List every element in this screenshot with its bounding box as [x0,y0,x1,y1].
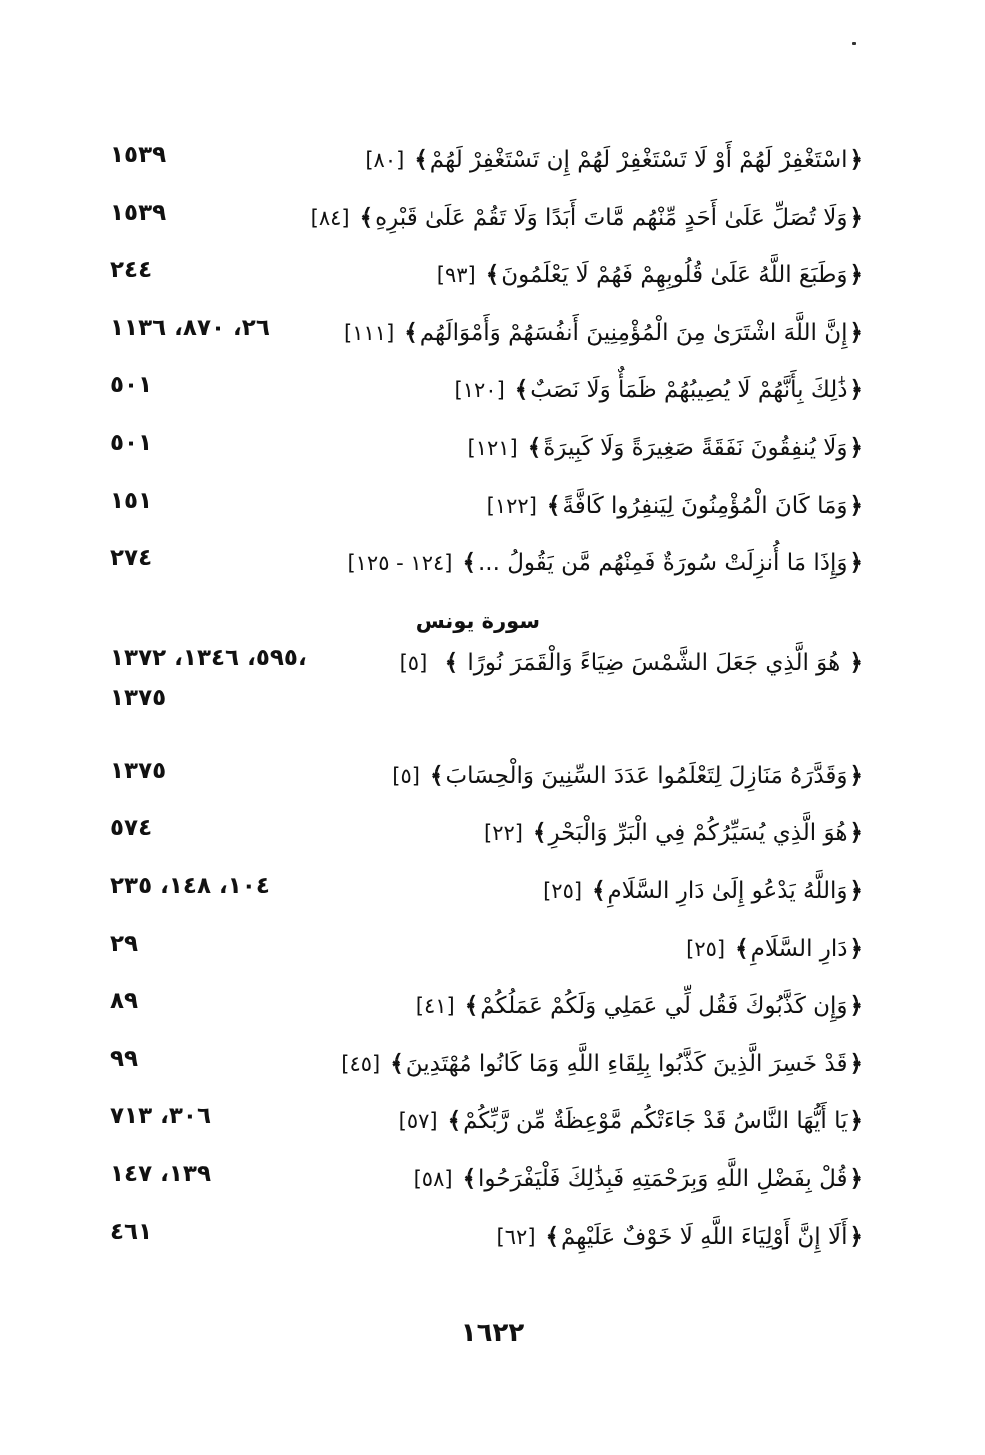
page-references: ٥٠١ [110,429,153,456]
verse-words: وَلَا تُصَلِّ عَلَىٰ أَحَدٍ مِّنْهُم مَّاتَ أَبَدًا وَلَا تَقُمْ عَلَىٰ قَبْرِهِ [375,204,848,231]
ornate-bracket-close: ﴾ [485,262,500,289]
verse-entry [0,988,985,1050]
ornate-bracket-close: ﴾ [462,550,476,577]
verse-entry [0,644,985,762]
verse-entry [0,1218,985,1281]
verse-entry [0,314,985,377]
ayah-number: [١١١] [344,320,395,345]
verse-entry [0,429,985,492]
verse-words: قَدْ خَسِرَ الَّذِينَ كَذَّبُوا بِلِقَاءِ اللَّهِ وَمَا كَانُوا مُهْتَدِينَ [405,1050,848,1077]
page-references: ٢٩ [110,930,139,957]
ornate-bracket-open: ﴿ [849,993,863,1020]
verse-entry [0,545,985,607]
ornate-bracket-open: ﴿ [849,262,863,289]
ornate-bracket-open: ﴿ [849,1165,863,1192]
ayah-number: [٨٠] [365,148,405,172]
surah-heading [0,607,985,649]
scan-mark [852,42,856,45]
page-references: ٥٠١ [110,372,153,399]
ornate-bracket-close: ﴾ [735,935,749,962]
verse-text [305,1050,865,1080]
verse-entry [0,487,985,550]
verse-words: قُلْ بِفَضْلِ اللَّهِ وَبِرَحْمَتِهِ فَبِذَٰلِكَ فَلْيَفْرَحُوا [478,1165,848,1192]
verse-text [305,261,865,291]
verse-entry [0,1103,985,1165]
ornate-bracket-close: ﴾ [527,434,542,461]
ornate-bracket-close: ﴾ [545,1223,559,1250]
verse-words: إِنَّ اللَّهَ اشْتَرَىٰ مِنَ الْمُؤْمِنِينَ أَنفُسَهُمْ وَأَمْوَالَهُم [419,319,848,346]
verse-text [305,1107,865,1137]
ayah-number: [١٢٠] [454,378,505,403]
page-references: ١٥١ [110,487,153,514]
page-references: ٢٦، ٨٧٠، ١١٣٦ [110,314,270,341]
verse-words: أَلَا إِنَّ أَوْلِيَاءَ اللَّهِ لَا خَوْفٌ عَلَيْهِمْ [561,1223,848,1250]
ayah-number: [٩٣] [436,263,476,288]
verse-words: ذَٰلِكَ بِأَنَّهُمْ لَا يُصِيبُهُمْ ظَمَأٌ وَلَا نَصَبٌ [530,377,848,404]
verse-text [305,935,865,965]
ayah-number: [٦٢] [496,1224,536,1249]
verse-words: وَقَدَّرَهُ مَنَازِلَ لِتَعْلَمُوا عَدَدَ السِّنِينَ وَالْحِسَابَ [445,762,848,789]
ornate-bracket-open: ﴿ [849,935,863,962]
ayah-number: [٥٨] [413,1166,453,1191]
page-references-continued: ١٣٧٥ [110,684,167,711]
ornate-bracket-open: ﴿ [849,1050,863,1077]
verse-text [305,819,865,849]
ornate-bracket-open: ﴿ [849,1108,863,1135]
verse-entry [0,1045,985,1108]
verse-entry [0,142,985,204]
verse-words: وَطَبَعَ اللَّهُ عَلَىٰ قُلُوبِهِمْ فَهُمْ لَا يَعْلَمُونَ [501,262,848,289]
ornate-bracket-open: ﴿ [849,147,863,173]
ornate-bracket-close: ﴾ [447,1108,462,1135]
ayah-number: [٨٤] [310,205,350,230]
ornate-bracket-close: ﴾ [429,762,444,789]
ayah-number: [٢٢] [484,821,523,846]
ornate-bracket-open: ﴿ [849,1223,863,1250]
ayah-number: [١٢٢] [486,493,537,518]
verse-entry [0,930,985,993]
verse-entry [0,757,985,820]
verse-words: هُوَ الَّذِي يُسَيِّرُكُمْ فِي الْبَرِّ وَالْبَحْرِ [548,820,848,847]
page-references: ١٣٩، ١٤٧ [110,1160,211,1187]
page-references: ٩٩ [110,1045,139,1072]
page-references: ٨٩ [110,988,139,1015]
verse-text [305,549,865,579]
verse-text [305,204,865,234]
ornate-bracket-close: ﴾ [464,993,479,1020]
verse-entries-bottom [0,757,985,1280]
verse-text [305,492,865,522]
ornate-bracket-close: ﴾ [359,204,374,231]
verse-words: وَاللَّهُ يَدْعُو إِلَىٰ دَارِ السَّلَامِ [607,877,848,904]
ornate-bracket-open: ﴿ [849,649,863,676]
verse-text [305,376,865,406]
ornate-bracket-close: ﴾ [444,649,459,676]
surah-title: سورة يونس [415,608,540,633]
verse-text [305,1165,865,1195]
page-references: ٤٦١ [110,1218,153,1245]
verse-words: وَإِن كَذَّبُوكَ فَقُل لِّي عَمَلِي وَلَكُمْ عَمَلُكُمْ [480,993,848,1020]
page-references: ١٥٣٩ [110,142,167,168]
page-references: ١٥٣٩ [110,199,167,226]
ornate-bracket-open: ﴿ [849,319,863,346]
ayah-number: [٢٥] [686,936,726,961]
ornate-bracket-open: ﴿ [849,434,863,461]
verse-entry [0,1160,985,1223]
ornate-bracket-open: ﴿ [849,377,863,404]
ornate-bracket-close: ﴾ [390,1050,404,1077]
verse-text [305,992,865,1022]
ayah-number: [٥٧] [398,1109,438,1134]
page-references: ٣٠٦، ٧١٣ [110,1103,211,1130]
ornate-bracket-close: ﴾ [592,877,606,904]
verse-text [305,877,865,907]
ornate-bracket-open: ﴿ [849,762,863,789]
page-references: ٢٧٤ [110,545,153,572]
page-references: ١٠٤، ١٤٨، ٢٣٥ [110,872,270,899]
ornate-bracket-open: ﴿ [849,550,863,577]
ornate-bracket-close: ﴾ [546,492,561,519]
ornate-bracket-close: ﴾ [533,820,547,847]
verse-words: وَلَا يُنفِقُونَ نَفَقَةً صَغِيرَةً وَلَا كَبِيرَةً [543,434,848,461]
page-references: ٥٧٤ [110,815,153,842]
verse-text [305,1223,865,1253]
verse-words: دَارِ السَّلَامِ [750,935,848,962]
verse-entry [0,372,985,434]
page-references-line: ٥٩٥، ١٣٤٦، ١٣٧٢، [110,644,307,671]
verse-text [305,762,865,792]
ornate-bracket-close: ﴾ [514,377,529,404]
ayah-number: [١٢١] [467,435,518,460]
verse-text [305,146,865,176]
verse-index-list [0,142,985,1280]
ornate-bracket-close: ﴾ [462,1165,477,1192]
ayah-number: [١٢٤ - ١٢٥] [347,551,453,576]
verse-words: اسْتَغْفِرْ لَهُمْ أَوْ لَا تَسْتَغْفِرْ لَهُمْ إِن تَسْتَغْفِرْ لَهُمْ [429,147,848,173]
verse-entry [0,872,985,935]
verse-words: يَا أَيُّهَا النَّاسُ قَدْ جَاءَتْكُم مَّوْعِظَةٌ مِّن رَّبِّكُمْ [463,1108,848,1135]
ayah-number: [٥] [392,763,420,788]
ayah-number: [٤١] [415,994,455,1019]
ornate-bracket-close: ﴾ [404,319,418,346]
ornate-bracket-open: ﴿ [849,877,863,904]
page-number: ١٦٢٢ [460,1318,525,1348]
verse-entry [0,257,985,319]
ayah-number: [٤٥] [341,1051,381,1076]
verse-text [305,434,865,464]
ornate-bracket-open: ﴿ [849,204,863,231]
verse-words: وَمَا كَانَ الْمُؤْمِنُونَ لِيَنفِرُوا كَافَّةً [562,492,848,519]
verse-text [305,649,865,679]
verse-entry [0,199,985,262]
ornate-bracket-open: ﴿ [849,820,863,847]
page-references: ١٣٧٥ [110,757,167,784]
verse-words: هُوَ الَّذِي جَعَلَ الشَّمْسَ ضِيَاءً وَالْقَمَرَ نُورًا [467,649,841,676]
verse-entries-top [0,142,985,607]
ornate-bracket-open: ﴿ [849,492,863,519]
page-references: ٢٤٤ [110,257,153,284]
verse-text [305,319,865,349]
verse-entry [0,815,985,877]
ornate-bracket-close: ﴾ [414,147,428,173]
ayah-number: [٥] [399,650,428,675]
verse-words: وَإِذَا مَا أُنزِلَتْ سُورَةٌ فَمِنْهُم مَّن يَقُولُ ... [477,550,848,577]
ayah-number: [٢٥] [543,878,583,903]
